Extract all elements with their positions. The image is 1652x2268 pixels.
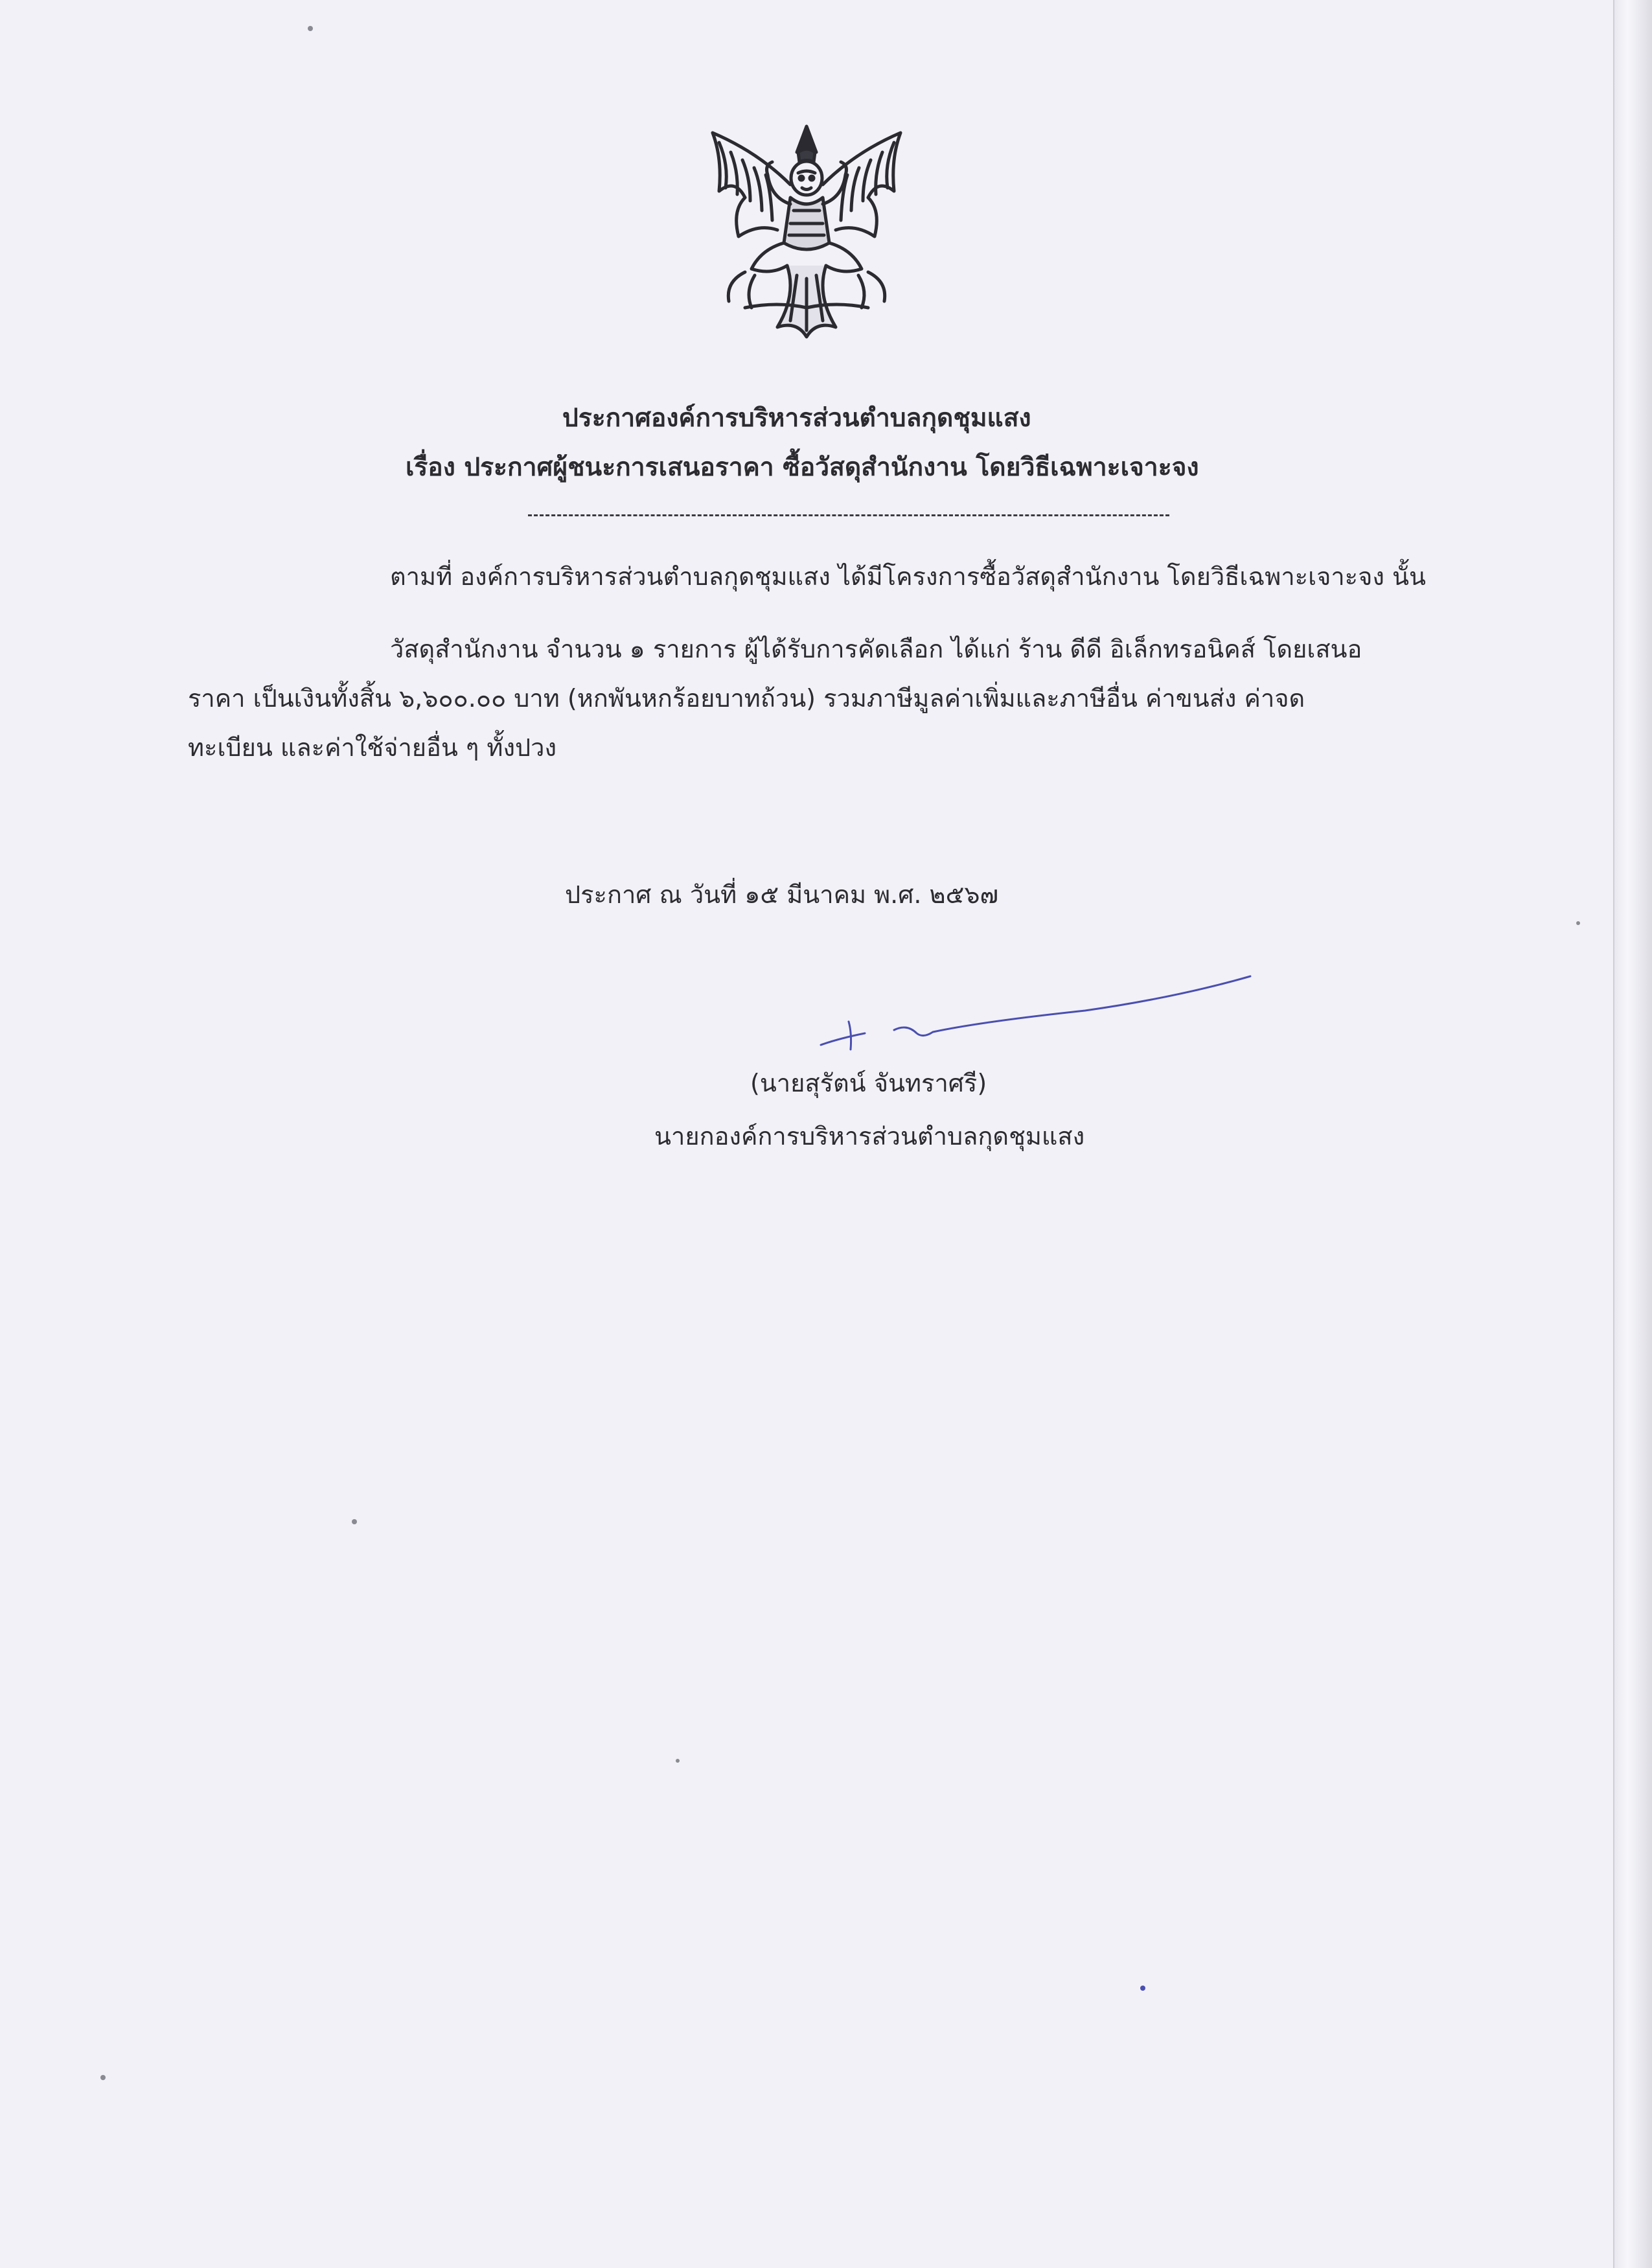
- paragraph-result-line-2: ราคา เป็นเงินทั้งสิ้น ๖,๖๐๐.๐๐ บาท (หกพันหกร้อยบาทถ้วน) รวมภาษีมูลค่าเพิ่มและภาษีอื่น ค่าขนส่ง ค่าจด: [188, 684, 1305, 713]
- paper-speck: [100, 2075, 106, 2080]
- paper-speck: [308, 26, 313, 31]
- announcement-date: ประกาศ ณ วันที่ ๑๕ มีนาคม พ.ศ. ๒๕๖๗: [565, 880, 999, 909]
- paper-edge: [1613, 0, 1652, 2268]
- paragraph-result-line-3: ทะเบียน และค่าใช้จ่ายอื่น ๆ ทั้งปวง: [188, 733, 557, 762]
- garuda-emblem-icon: [700, 113, 913, 343]
- paper-speck: [352, 1519, 357, 1524]
- signature-icon: [813, 968, 1267, 1059]
- paragraph-result-line-1: วัสดุสำนักงาน จำนวน ๑ รายการ ผู้ได้รับการคัดเลือก ได้แก่ ร้าน ดีดี อิเล็กทรอนิคส์ โดยเสนอ: [390, 635, 1362, 663]
- paragraph-intro: ตามที่ องค์การบริหารส่วนตำบลกุดชุมแสง ได้มีโครงการซื้อวัสดุสำนักงาน โดยวิธีเฉพาะเจาะจง นั้น: [390, 562, 1426, 591]
- paper-speck: [1576, 921, 1580, 925]
- separator-line: [528, 514, 1169, 516]
- announcement-subject: เรื่อง ประกาศผู้ชนะการเสนอราคา ซื้อวัสดุสำนักงาน โดยวิธีเฉพาะเจาะจง: [406, 453, 1199, 482]
- signatory-name: (นายสุรัตน์ จันทราศรี): [750, 1069, 987, 1097]
- paper-speck: [1140, 1986, 1145, 1991]
- paper-speck: [676, 1759, 680, 1763]
- signatory-position: นายกองค์การบริหารส่วนตำบลกุดชุมแสง: [654, 1122, 1085, 1151]
- announcement-title: ประกาศองค์การบริหารส่วนตำบลกุดชุมแสง: [562, 404, 1031, 433]
